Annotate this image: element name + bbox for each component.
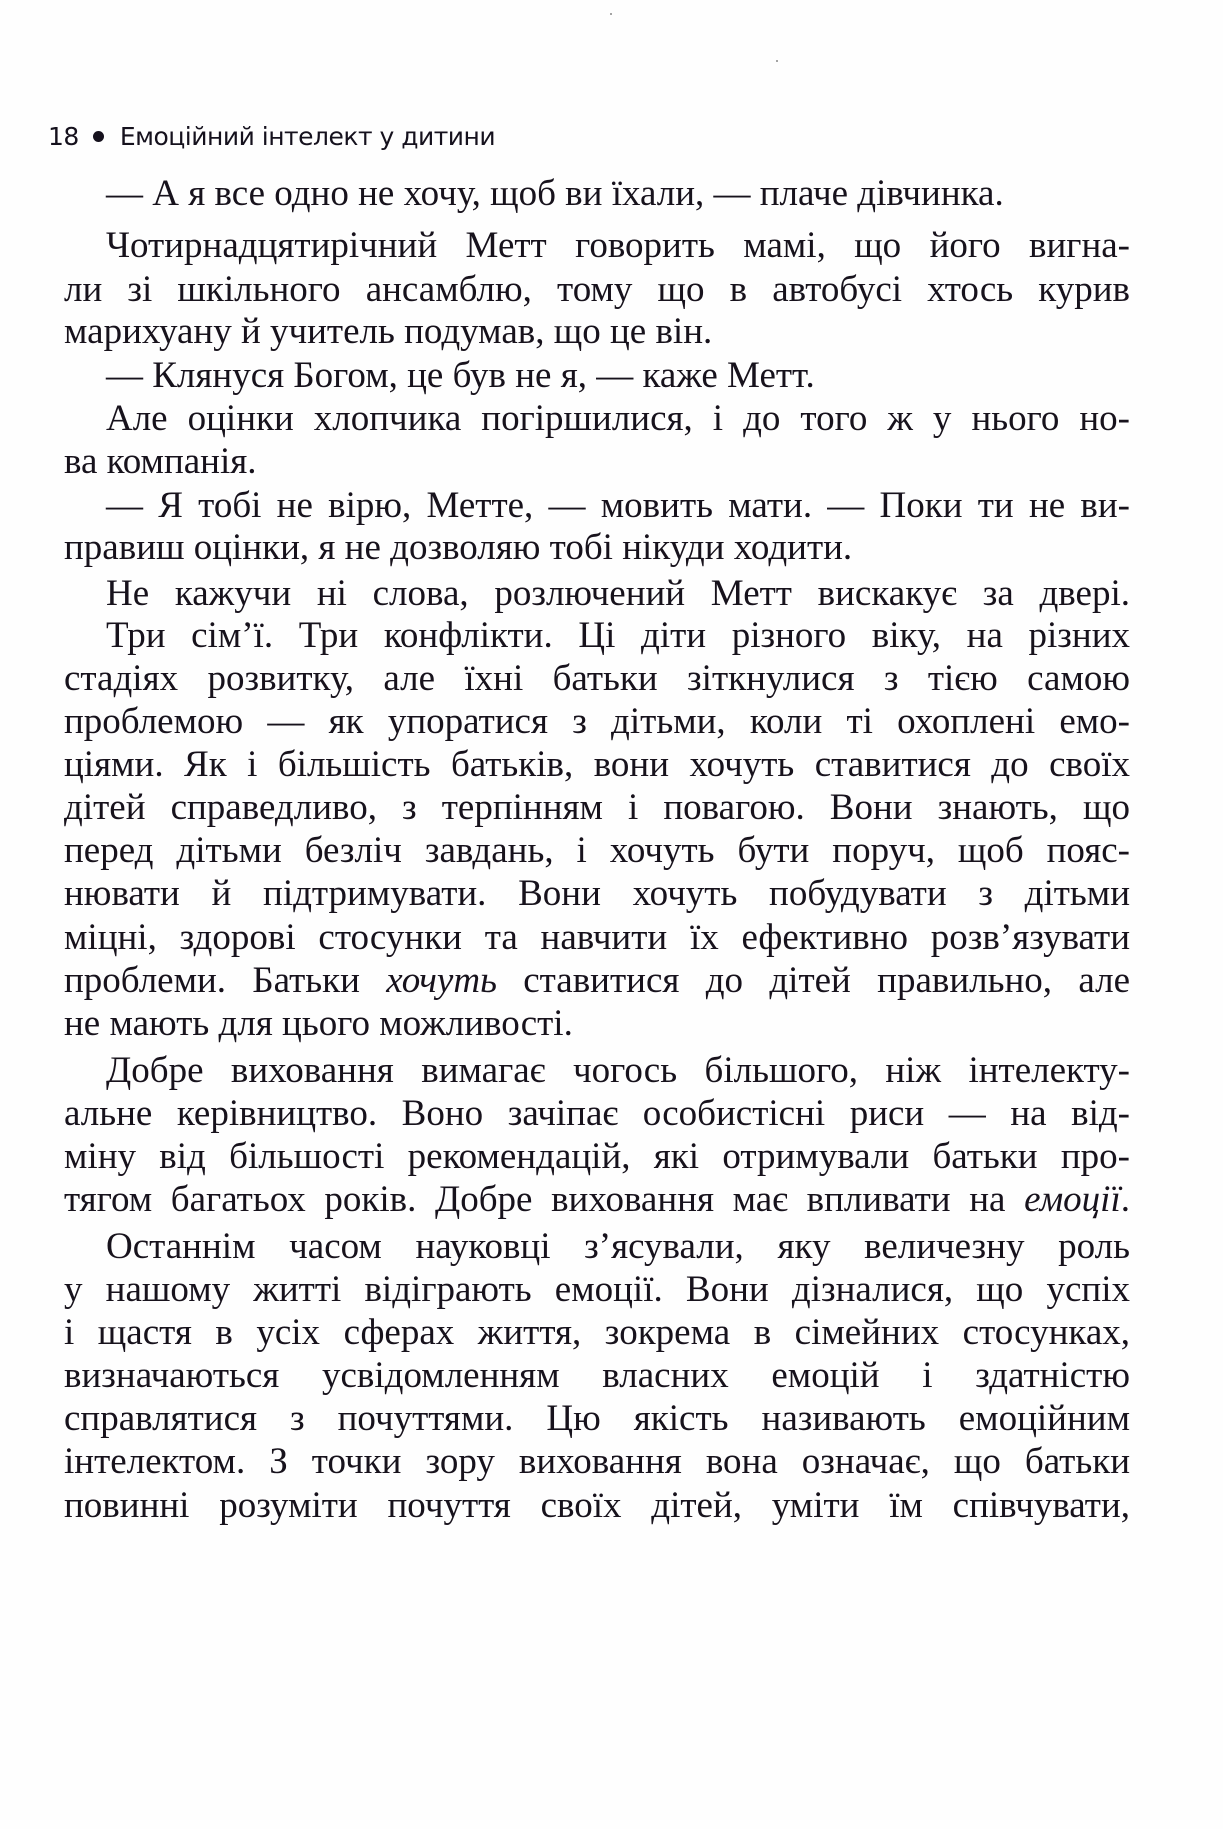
text-line: Добре виховання вимагає чогось більшого, ніж інтелекту- <box>106 1050 1130 1091</box>
text-line <box>64 1178 1130 1222</box>
text-line <box>64 959 1130 1003</box>
text-line: проблемою — як упоратися з дітьми, коли ті охоплені емо- <box>64 701 1130 742</box>
text-line: — А я все одно не хочу, щоб ви їхали, — плаче дівчинка. <box>106 173 1004 214</box>
text-line: міну від більшості рекомендацій, які отримували батьки про- <box>64 1136 1130 1177</box>
text-span: ставитися до дітей правильно, але <box>496 960 1130 1001</box>
text-line: не мають для цього можливості. <box>64 1003 573 1044</box>
text-line: інтелектом. З точки зору виховання вона означає, що батьки <box>64 1441 1130 1482</box>
text-span: . <box>1120 1179 1130 1220</box>
text-line: Але оцінки хлопчика погіршилися, і до того ж у нього но- <box>106 398 1130 439</box>
text-line: стадіях розвитку, але їхні батьки зіткнулися з тією самою <box>64 658 1130 699</box>
text-line: перед дітьми безліч завдань, і хочуть бути поруч, щоб пояс- <box>64 830 1130 871</box>
page-number: 18 <box>48 122 79 151</box>
text-line: — Я тобі не вірю, Метте, — мовить мати. — Поки ти не ви- <box>106 485 1130 526</box>
text-line: альне керівництво. Воно зачіпає особистісні риси — на від- <box>64 1093 1130 1134</box>
text-line: Чотирнадцятирічний Метт говорить мамі, що його вигна- <box>106 225 1130 266</box>
text-line: правиш оцінки, я не дозволяю тобі нікуди ходити. <box>64 527 853 568</box>
text-line: визначаються усвідомленням власних емоцій і здатністю <box>64 1355 1130 1396</box>
text-span: проблеми. Батьки <box>64 960 387 1001</box>
text-line: ли зі шкільного ансамблю, тому що в автобусі хтось курив <box>64 269 1130 310</box>
text-line: дітей справедливо, з терпінням і повагою. Вони знають, що <box>64 787 1130 828</box>
text-line: марихуану й учитель подумав, що це він. <box>64 311 713 352</box>
text-line: Останнім часом науковці з’ясували, яку величезну роль <box>106 1226 1130 1267</box>
text-line: Не кажучи ні слова, розлючений Метт вискакує за двері. <box>106 573 1130 614</box>
text-line: нювати й підтримувати. Вони хочуть побудувати з дітьми <box>64 873 1130 914</box>
emphasis-text: хочуть <box>386 960 497 1001</box>
text-line: ціями. Як і більшість батьків, вони хочуть ставитися до своїх <box>64 744 1130 785</box>
emphasis-text: емоції <box>1024 1179 1121 1220</box>
text-line: повинні розуміти почуття своїх дітей, уміти їм співчувати, <box>64 1485 1130 1526</box>
text-line: — Клянуся Богом, це був не я, — каже Метт. <box>106 355 815 396</box>
text-line: і щастя в усіх сферах життя, зокрема в сімейних стосунках, <box>64 1312 1130 1353</box>
text-line: справлятися з почуттями. Цю якість називають емоційним <box>64 1398 1130 1439</box>
text-line: Три сім’ї. Три конфлікти. Ці діти різного віку, на різних <box>106 615 1130 656</box>
text-span: тягом багатьох років. Добре виховання має впливати на <box>64 1179 1025 1220</box>
text-line: у нашому житті відіграють емоції. Вони дізналися, що успіх <box>64 1269 1130 1310</box>
text-line: ва компанія. <box>64 441 257 482</box>
text-line: міцні, здорові стосунки та навчити їх ефективно розв’язувати <box>64 917 1130 958</box>
running-head-title: Емоційний інтелект у дитини <box>119 122 496 151</box>
